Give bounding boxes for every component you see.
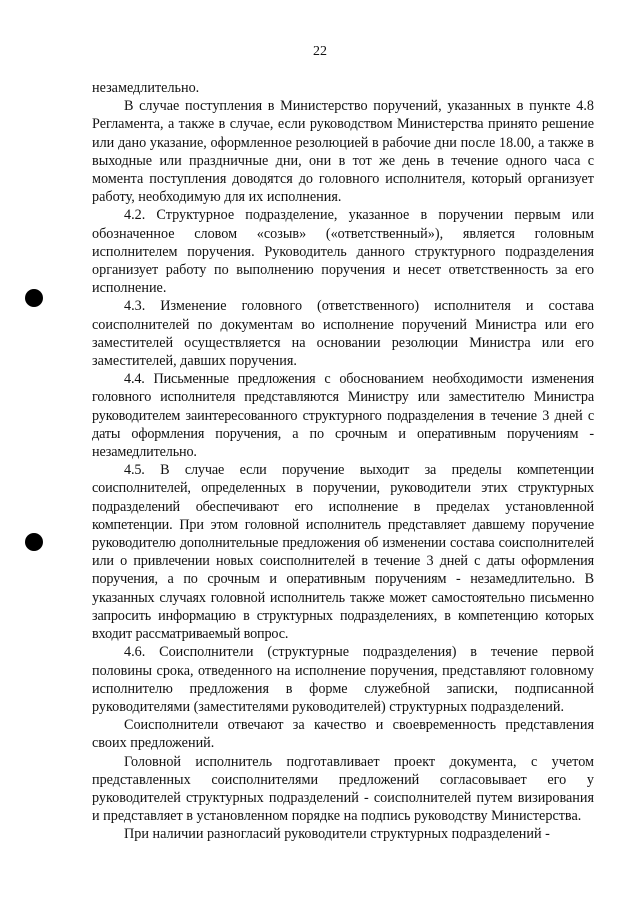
punch-hole-mark xyxy=(25,289,43,307)
paragraph-4-5: 4.5. В случае если поручение выходит за пределы компетенции соисполнителей, определенных в поручении, руководители этих структурных подразделений обеспечивают его исполнение в пределах установленной компетенции. При этом головной исполнитель представляет давшему поручение руководителю дополнительные предложения об изменении состава соисполнителей или о привлечении новых соисполнителей в течение 3 дней с даты оформления поручения, а по срочным и оперативным поручениям - незамедлительно. В указанных случаях головной исполнитель также может самостоятельно письменно запросить информацию в структурных подразделениях, в компетенцию которых входит рассматриваемый вопрос. xyxy=(92,462,594,643)
paragraph-coexecutors-responsibility: Соисполнители отвечают за качество и своевременность представления своих предложений. xyxy=(92,717,594,752)
paragraph-lead-executor-draft: Головной исполнитель подготавливает проект документа, с учетом представленных соисполнителями предложений согласовывает его у руководителей структурных подразделений - соисполнителей путем визирования и представляет в установленном порядке на подпись руководству Министерства. xyxy=(92,753,594,825)
document-body xyxy=(92,79,594,844)
punch-hole-mark xyxy=(25,533,43,551)
paragraph-4-4: 4.4. Письменные предложения с обоснованием необходимости изменения головного исполнителя представляются Министру или заместителю Министра руководителем заинтересованного структурного подразделения в течение 3 дней с даты оформления поручения, а по срочным и оперативным поручениям - незамедлительно. xyxy=(92,371,594,461)
paragraph-4-6: 4.6. Соисполнители (структурные подразделения) в течение первой половины срока, отведенного на исполнение поручения, представляют головному исполнителю предложения в форме служебной записки, подписанной руководителями (заместителями руководителей) структурных подразделений. xyxy=(92,644,594,715)
paragraph-disagreements: При наличии разногласий руководители структурных подразделений - xyxy=(124,826,550,843)
page-number: 22 xyxy=(313,44,327,59)
paragraph-4-2: 4.2. Структурное подразделение, указанное в поручении первым или обозначенное словом «созыв» («ответственный»), является головным исполнителем поручения. Руководитель данного структурного подразделения организует работу по выполнению поручения и несет ответственность за его исполнение. xyxy=(92,207,594,297)
paragraph-urgent-orders: В случае поступления в Министерство поручений, указанных в пункте 4.8 Регламента, а также в случае, если руководством Министерства принято решение или дано указание, оформленное резолюцией в рабочие дни после 18.00, а также в выходные или праздничные дни, они в тот же день в течение одного часа с момента поступления доводятся до головного исполнителя, который организует работу, необходимую для их исполнения. xyxy=(92,98,594,206)
paragraph-continuation: незамедлительно. xyxy=(92,80,200,96)
paragraph-4-3: 4.3. Изменение головного (ответственного) исполнителя и состава соисполнителей по документам во исполнение поручений Министра или его заместителей осуществляется на основании резолюции Министра или его заместителей, давших поручения. xyxy=(92,298,594,370)
